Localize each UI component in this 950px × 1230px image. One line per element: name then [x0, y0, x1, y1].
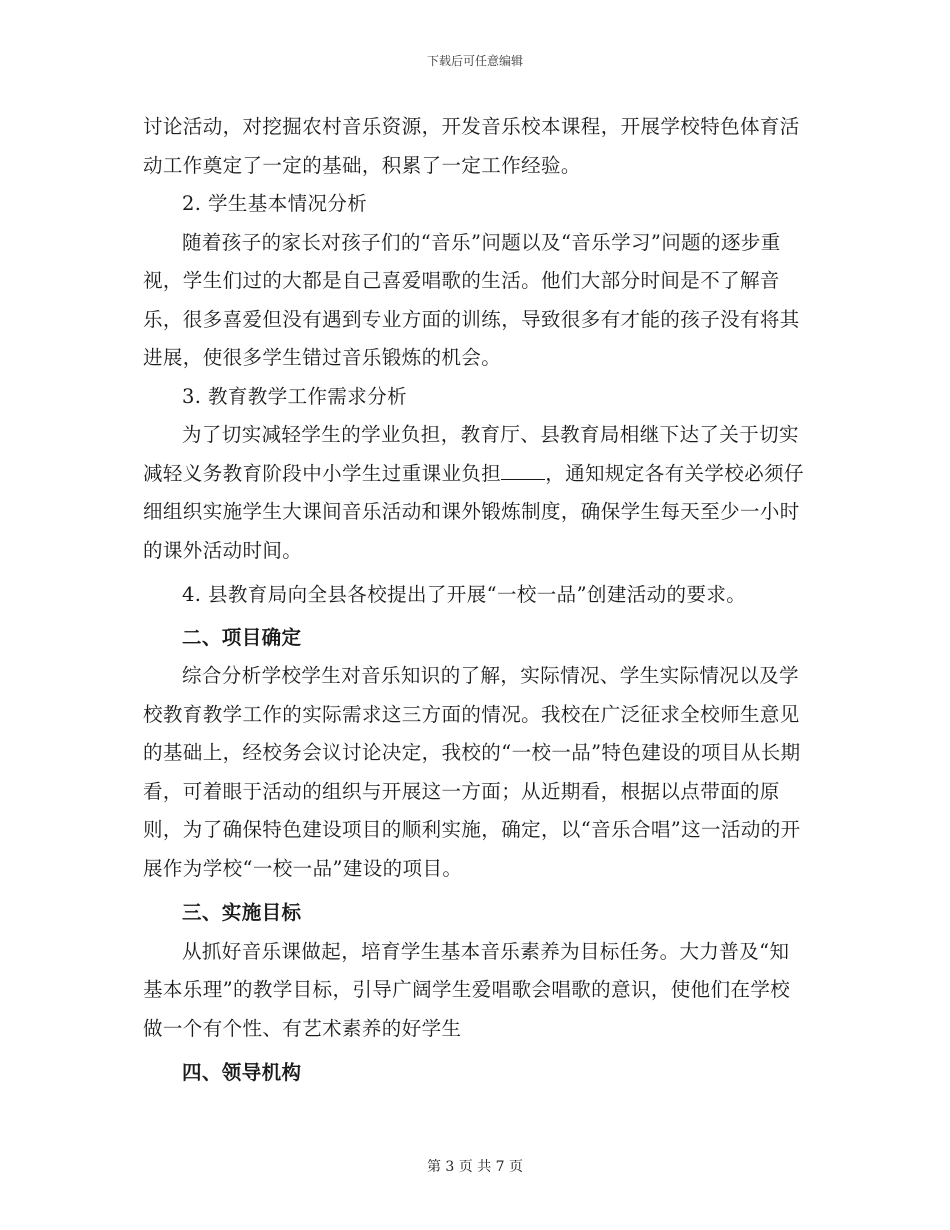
paragraph-continuation: 讨论活动，对挖掘农村音乐资源，开发音乐校本课程，开展学校特色体育活动工作奠定了一定的基础，积累了一定工作经验。 [143, 115, 800, 177]
document-body [143, 108, 808, 1093]
paragraph-goals: 从抓好音乐课做起，培育学生基本音乐素养为目标任务。大力普及“知基本乐理”的教学目标，引导广阔学生爱唱歌会唱歌的意识，使他们在学校做一个有个性、有艺术素养的好学生 [143, 939, 791, 1040]
paragraph-teaching-needs-part2: ，通知规定各有关学校必须仔细组织实施学生大课间音乐活动和课外锻炼制度，确保学生每天至少一小时的课外活动时间。 [143, 461, 804, 562]
paragraph-project: 综合分析学校学生对音乐知识的了解，实际情况、学生实际情况以及学校教育教学工作的实际需求这三方面的情况。我校在广泛征求全校师生意见的基础上，经校务会议讨论决定，我校的“一校一品”特色建设的项目从长期看，可着眼于活动的组织与开展这一方面；从近期看，根据以点带面的原则，为了确保特色建设项目的顺利实施，确定，以“音乐合唱”这一活动的开展作为学校“一校一品”建设的项目。 [143, 664, 801, 880]
subheading-county-requirement: 4. 县教育局向全县各校提出了开展“一校一品”创建活动的要求。 [182, 583, 747, 606]
paragraph-student-analysis: 随着孩子的家长对孩子们的“音乐”问题以及“音乐学习”问题的逐步重视，学生们过的大都是自己喜爱唱歌的生活。他们大部分时间是不了解音乐，很多喜爱但没有遇到专业方面的训练，导致很多有才能的孩子没有将其进展，使很多学生错过音乐锻炼的机会。 [143, 230, 800, 369]
subheading-teaching-needs: 3. 教育教学工作需求分析 [182, 384, 408, 408]
page-footer: 第 3 页 共 7 页 [426, 1159, 524, 1175]
fill-blank [501, 461, 545, 480]
paragraph-teaching-needs-part1: 为了切实减轻学生的学业负担，教育厅、县教育局相继下达了关于切实减轻义务教育阶段中小学生过重课业负担 [143, 423, 799, 485]
section-heading-goals: 三、实施目标 [182, 901, 302, 924]
page-header: 下载后可任意编辑 [426, 54, 523, 68]
paragraph-teaching-needs [143, 416, 808, 570]
subheading-student-analysis: 2. 学生基本情况分析 [182, 192, 368, 215]
section-heading-project: 二、项目确定 [182, 625, 302, 649]
section-heading-leadership: 四、领导机构 [182, 1061, 302, 1084]
